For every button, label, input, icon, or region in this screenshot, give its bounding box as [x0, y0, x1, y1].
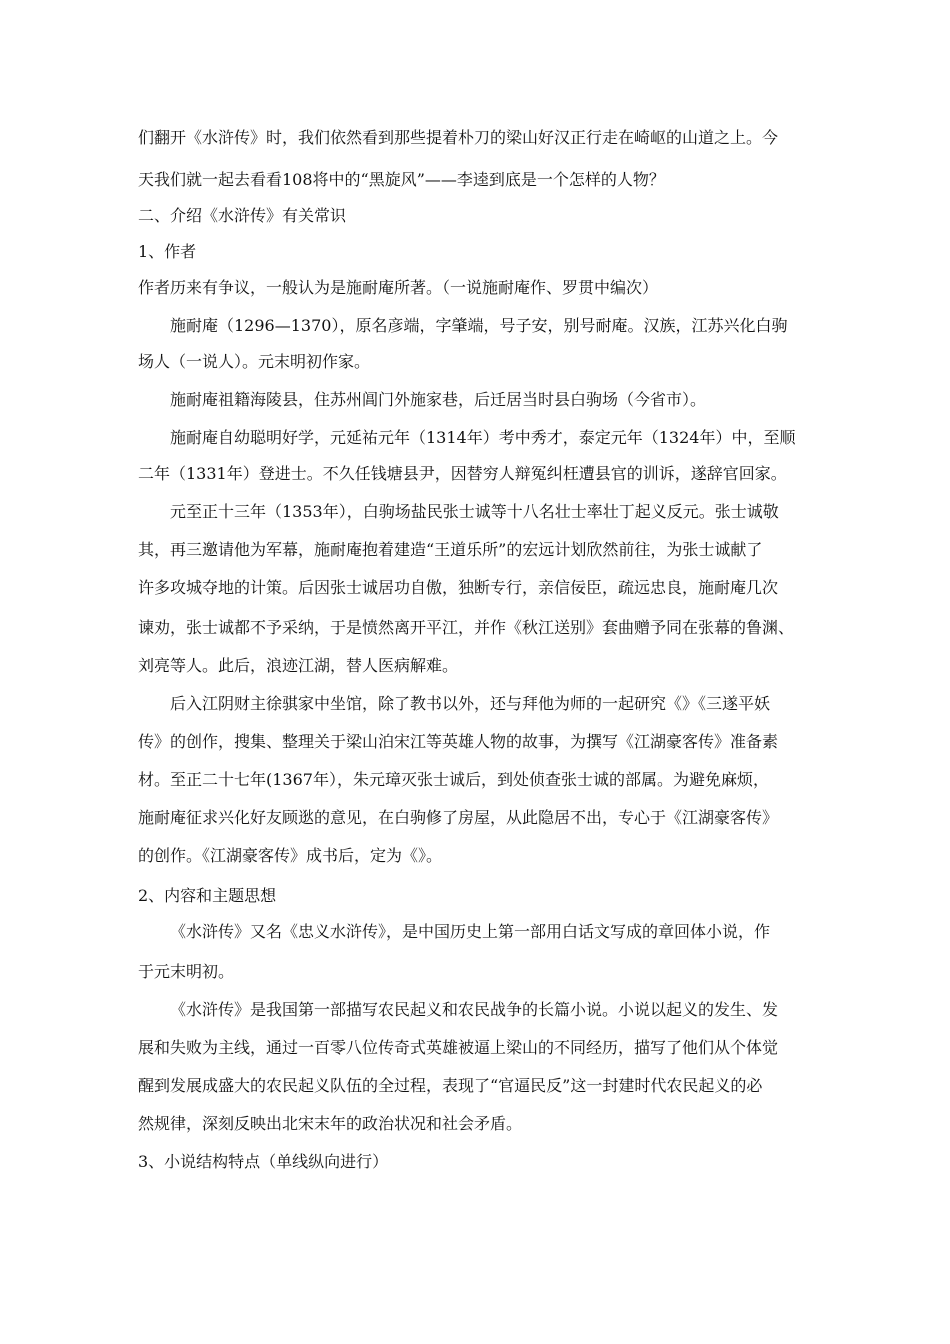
text-line: 传》的创作，搜集、整理关于梁山泊宋江等英雄人物的故事，为撰写《江湖豪客传》准备素 — [138, 732, 779, 751]
text-line: 其，再三邀请他为军幕，施耐庵抱着建造“王道乐所”的宏远计划欣然前往，为张士诚献了 — [138, 540, 763, 559]
text-line: 们翻开《水浒传》时，我们依然看到那些提着朴刀的梁山好汉正行走在崎岖的山道之上。今 — [138, 128, 779, 147]
text-line: 施耐庵（1296—1370），原名彦端，字肇端，号子安，别号耐庵。汉族，江苏兴化白驹 — [170, 316, 788, 335]
text-line: 《水浒传》是我国第一部描写农民起义和农民战争的长篇小说。小说以起义的发生、发 — [170, 1000, 779, 1019]
text-line: 场人（一说人）。元末明初作家。 — [138, 352, 371, 371]
text-line: 作者历来有争议，一般认为是施耐庵所著。（一说施耐庵作、罗贯中编次） — [138, 278, 659, 297]
section-heading: 二、介绍《水浒传》有关常识 — [138, 206, 347, 225]
text-line: 的创作。《江湖豪客传》成书后，定为《》。 — [138, 846, 443, 865]
text-line: 元至正十三年（1353年），白驹场盐民张士诚等十八名壮士率壮丁起义反元。张士诚敬 — [170, 502, 779, 521]
text-line: 于元末明初。 — [138, 962, 235, 981]
text-line: 刘亮等人。此后，浪迹江湖，替人医病解难。 — [138, 656, 459, 675]
text-line: 然规律，深刻反映出北宋末年的政治状况和社会矛盾。 — [138, 1114, 523, 1133]
text-line: 施耐庵自幼聪明好学，元延祐元年（1314年）考中秀才，泰定元年（1324年）中，至顺 — [170, 428, 796, 447]
text-line: 醒到发展成盛大的农民起义队伍的全过程，表现了“官逼民反”这一封建时代农民起义的必 — [138, 1076, 763, 1095]
subsection-heading: 3、小说结构特点（单线纵向进行） — [138, 1152, 389, 1171]
subsection-heading: 1、作者 — [138, 242, 197, 261]
text-line: 展和失败为主线，通过一百零八位传奇式英雄被逼上梁山的不同经历，描写了他们从个体觉 — [138, 1038, 779, 1057]
subsection-heading: 2、内容和主题思想 — [138, 886, 277, 905]
text-line: 后入江阴财主徐骐家中坐馆，除了教书以外，还与拜他为师的一起研究《》《三遂平妖 — [170, 694, 771, 713]
text-line: 许多攻城夺地的计策。后因张士诚居功自傲，独断专行，亲信佞臣，疏远忠良，施耐庵几次 — [138, 578, 779, 597]
text-line: 材。至正二十七年(1367年），朱元璋灭张士诚后，到处侦查张士诚的部属。为避免麻烦， — [138, 770, 769, 789]
text-line: 施耐庵征求兴化好友顾逖的意见，在白驹修了房屋，从此隐居不出，专心于《江湖豪客传》 — [138, 808, 779, 827]
text-line: 谏劝，张士诚都不予采纳，于是愤然离开平江，并作《秋江送别》套曲赠予同在张幕的鲁渊、 — [138, 618, 795, 637]
text-line: 天我们就一起去看看108将中的“黑旋风”——李逵到底是一个怎样的人物？ — [138, 170, 665, 189]
text-line: 施耐庵祖籍海陵县，住苏州阊门外施家巷，后迁居当时县白驹场（今省市）。 — [170, 390, 707, 409]
text-line: 二年（1331年）登进士。不久任钱塘县尹，因替穷人辩冤纠枉遭县官的训诉，遂辞官回家。 — [138, 464, 787, 483]
text-line: 《水浒传》又名《忠义水浒传》，是中国历史上第一部用白话文写成的章回体小说，作 — [170, 922, 771, 941]
